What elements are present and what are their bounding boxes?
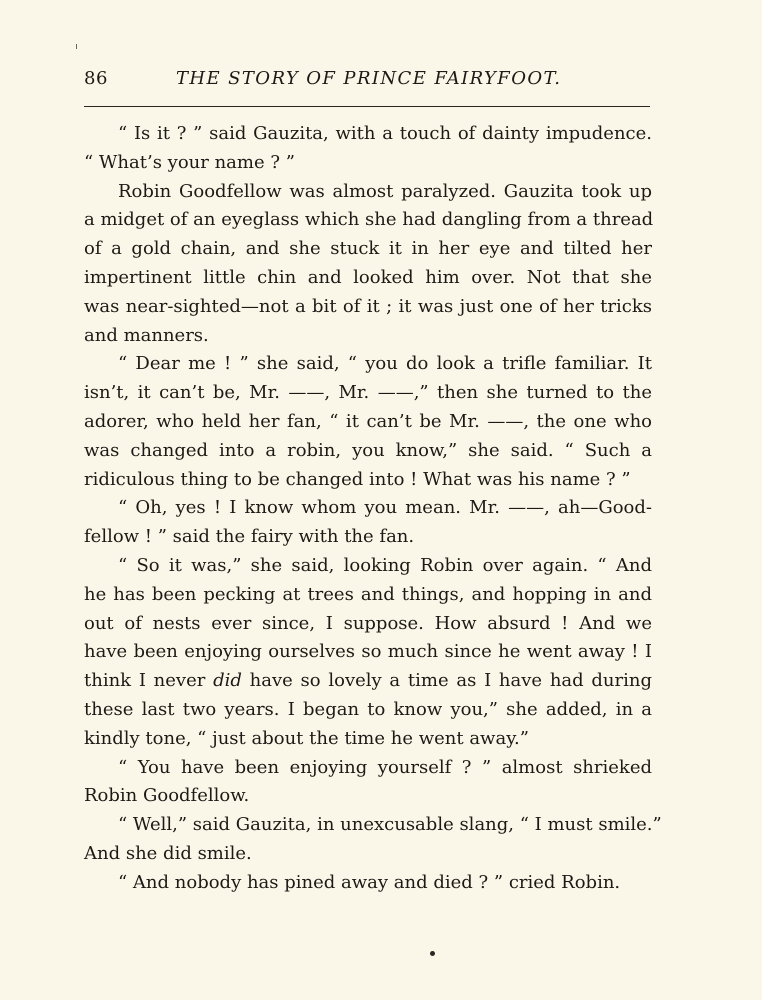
text-line: isn’t, it can’t be, Mr. ——, Mr. ——,” then she turned to the xyxy=(84,382,652,404)
text-line: adorer, who held her fan, “ it can’t be Mr. ——, the one who xyxy=(84,410,652,432)
text-line xyxy=(84,667,652,696)
text-line: these last two years. I began to know you,” she added, in a xyxy=(84,698,652,720)
text-line: “ Oh, yes ! I know whom you mean. Mr. ——, ah—Good- xyxy=(118,497,652,519)
body-text xyxy=(84,120,662,898)
header-rule xyxy=(84,106,650,107)
text-line: “ What’s your name ? ” xyxy=(84,151,295,173)
text-line: out of nests ever since, I suppose. How absurd ! And we xyxy=(84,612,652,634)
text-fragment: have so lovely a time as I have had during xyxy=(241,670,652,692)
page-number: 86 xyxy=(84,68,108,89)
text-line: was near-sighted—not a bit of it ; it was just one of her tricks xyxy=(84,295,652,317)
margin-mark xyxy=(76,44,77,49)
running-head: THE STORY OF PRINCE FAIRYFOOT. xyxy=(176,68,562,89)
text-line: And she did smile. xyxy=(84,842,252,864)
text-line: have been enjoying ourselves so much since he went away ! I xyxy=(84,641,652,663)
text-line: “ Well,” said Gauzita, in unexcusable slang, “ I must smile.” xyxy=(118,814,662,836)
text-line: “ And nobody has pined away and died ? ” cried Robin. xyxy=(118,871,621,893)
text-line: “ Dear me ! ” she said, “ you do look a trifle familiar. It xyxy=(118,353,652,375)
emphasized-word: did xyxy=(213,670,242,692)
text-line: ridiculous thing to be changed into ! What was his name ? ” xyxy=(84,468,631,490)
text-line: impertinent little chin and looked him over. Not that she xyxy=(84,266,652,288)
text-line: Robin Goodfellow was almost paralyzed. Gauzita took up xyxy=(118,180,652,202)
printer-mark xyxy=(430,951,435,956)
page-header xyxy=(84,68,650,98)
text-line: “ So it was,” she said, looking Robin over again. “ And xyxy=(118,554,652,576)
text-line: a midget of an eyeglass which she had dangling from a thread xyxy=(84,209,654,231)
text-fragment: think I never xyxy=(84,670,214,692)
text-line: he has been pecking at trees and things, and hopping in and xyxy=(84,583,652,605)
text-line: kindly tone, “ just about the time he went away.” xyxy=(84,727,529,749)
text-line: was changed into a robin, you know,” she said. “ Such a xyxy=(84,439,652,461)
text-line: and manners. xyxy=(84,324,209,346)
text-line: “ You have been enjoying yourself ? ” almost shrieked xyxy=(118,756,652,778)
text-line: “ Is it ? ” said Gauzita, with a touch of dainty impudence. xyxy=(118,123,652,144)
text-line: Robin Goodfellow. xyxy=(84,785,250,807)
text-line: of a gold chain, and she stuck it in her eye and tilted her xyxy=(84,238,652,260)
text-line: fellow ! ” said the fairy with the fan. xyxy=(84,526,415,548)
